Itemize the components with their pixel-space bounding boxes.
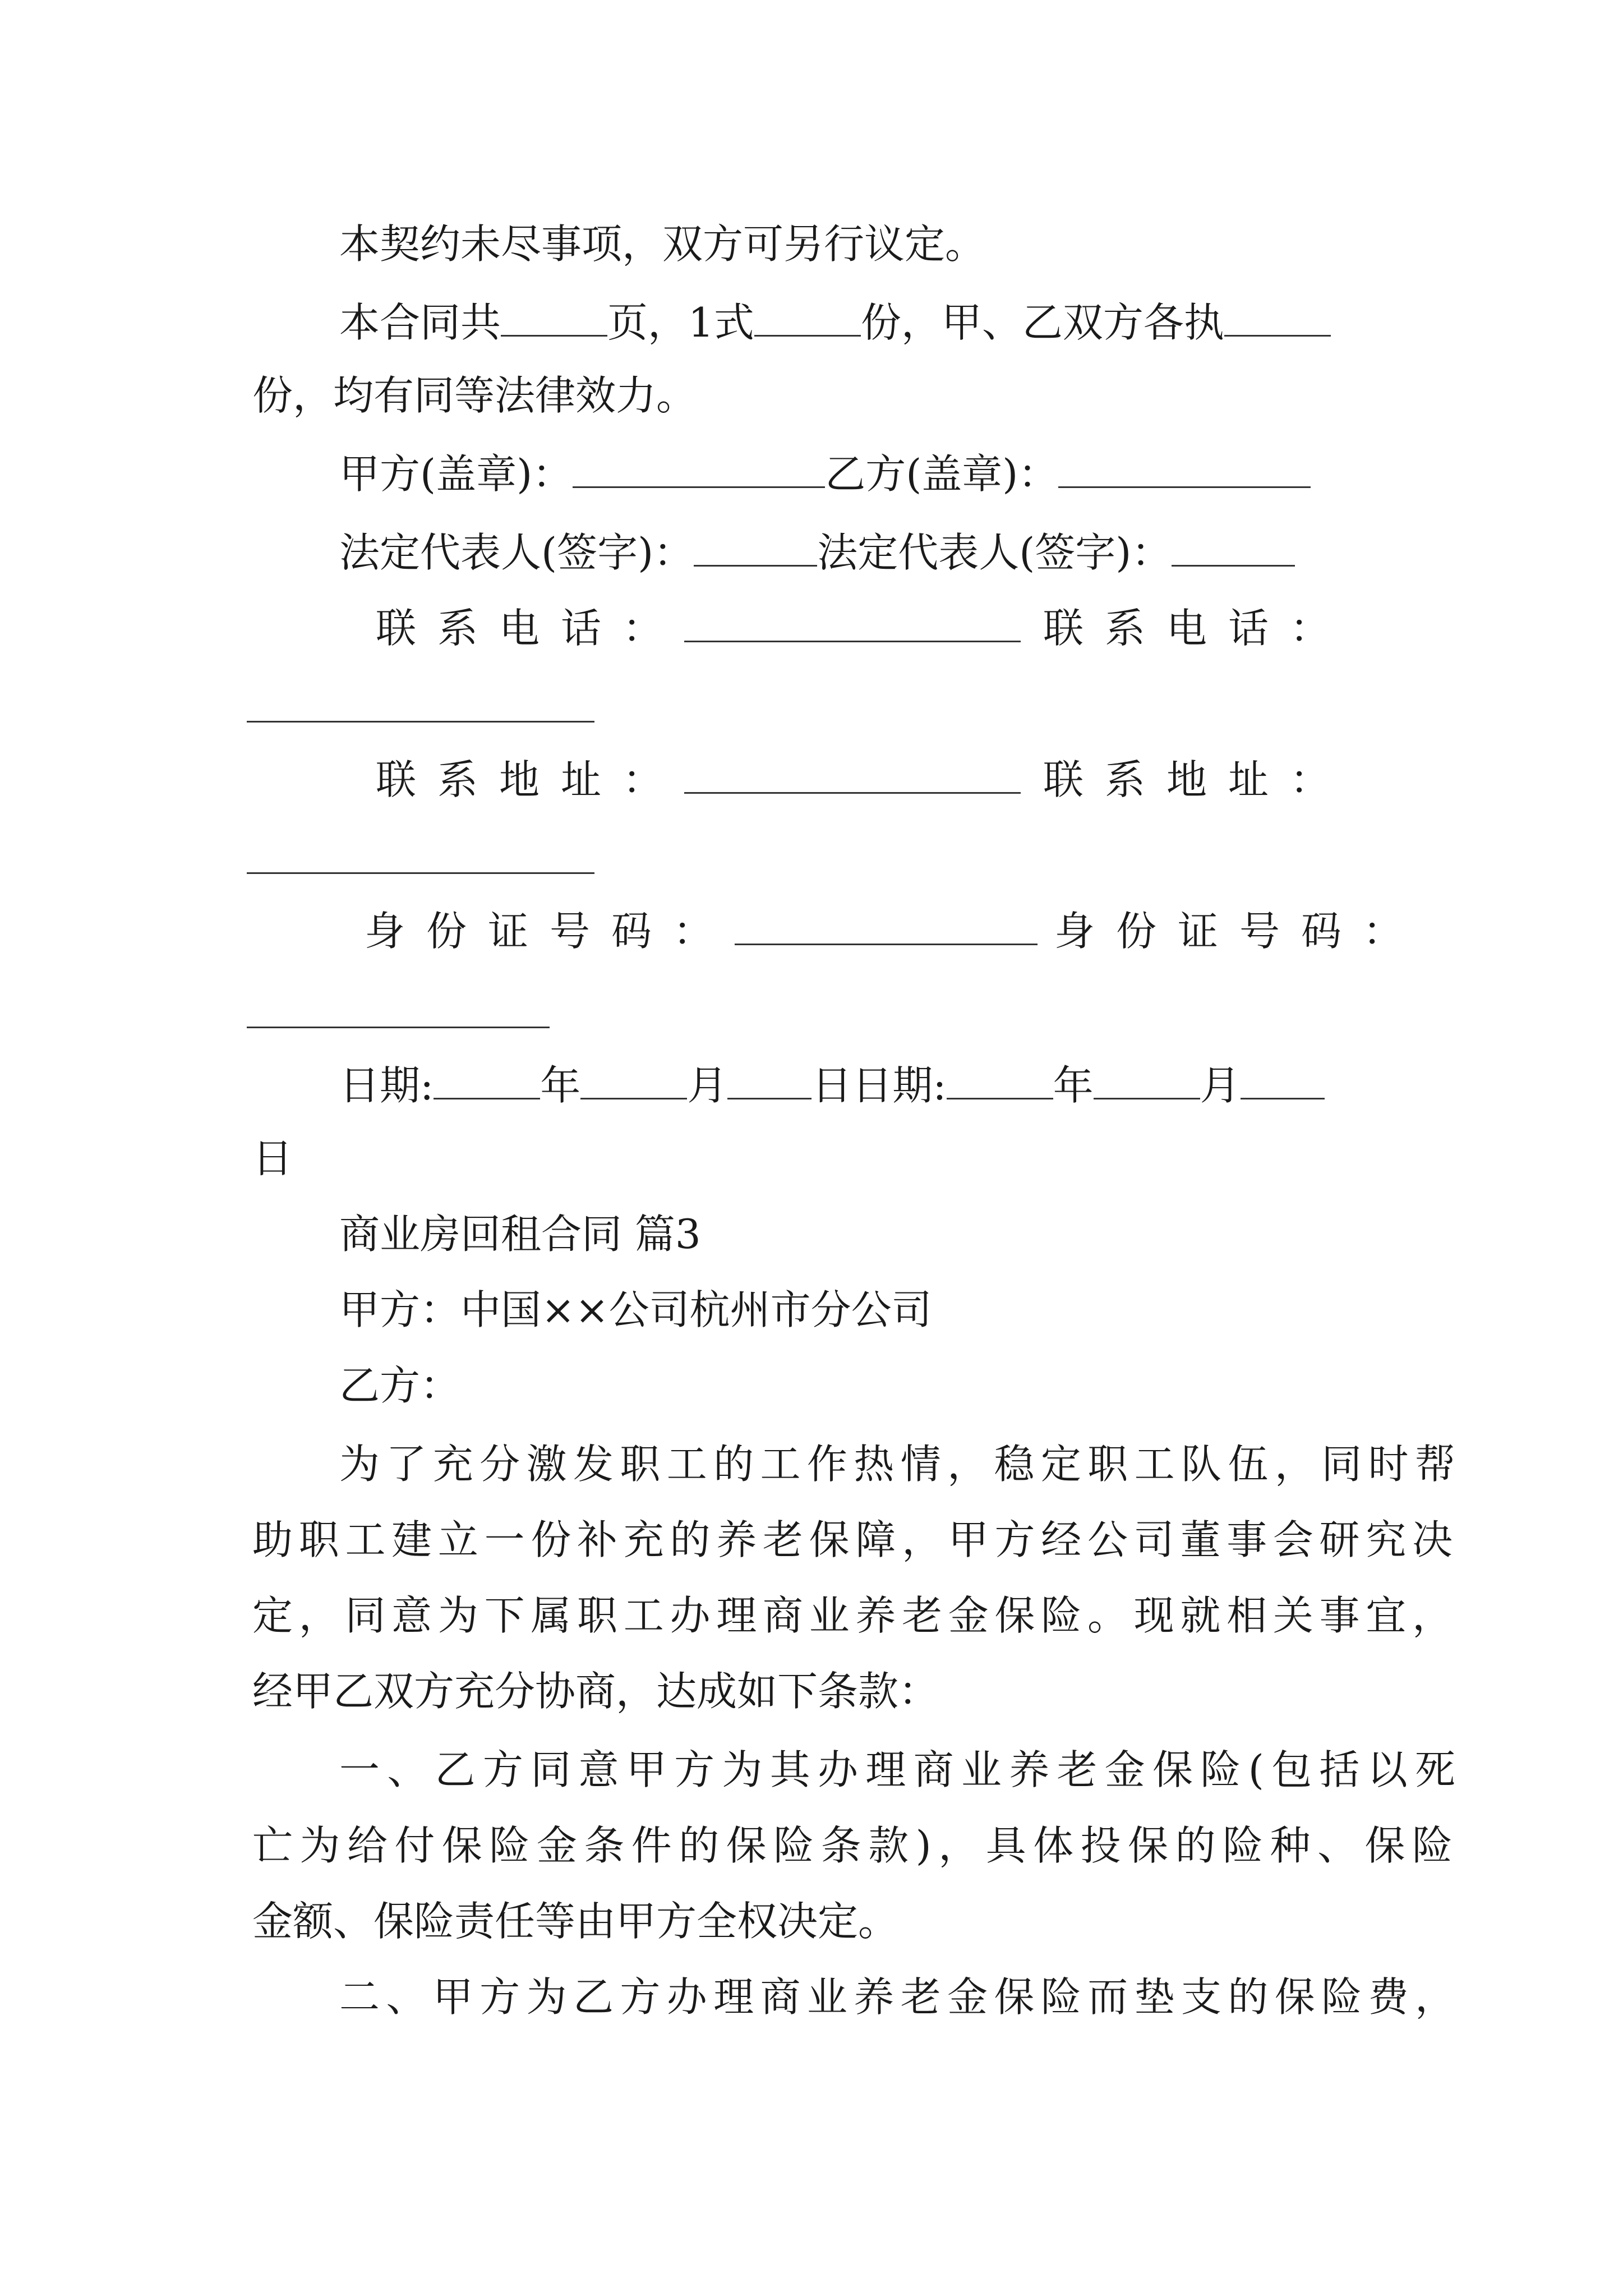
- party-a-seal-label: 甲方(盖章)：: [339, 450, 573, 498]
- party-b-address-label: 联系地址：: [1043, 756, 1352, 803]
- month-label-b: 月: [1200, 1062, 1241, 1109]
- party-b-seal-label: 乙方(盖章)：: [825, 450, 1059, 498]
- month-blank-b: [1094, 1061, 1200, 1099]
- section-heading: 商业房回租合同 篇3: [339, 1211, 701, 1258]
- clause-unresolved-matters: 本契约未尽事项，双方可另行议定。: [339, 220, 986, 268]
- party-a-address-label: 联系地址：: [376, 756, 685, 803]
- legal-rep-line: [339, 524, 1295, 581]
- date-line: [339, 1057, 1325, 1114]
- seal-line: [339, 446, 1311, 502]
- party-a-phone-label: 联系电话：: [376, 605, 685, 652]
- party-a-rep-label: 法定代表人(签字)：: [339, 529, 694, 576]
- party-a-phone-blank: [684, 604, 1021, 642]
- party-a-name: 甲方：中国××公司杭州市分公司: [339, 1286, 932, 1333]
- paragraph-1-line-1: 为了充分激发职工的工作热情，稳定职工队伍，同时帮: [339, 1441, 1455, 1488]
- party-b-phone-blank: [247, 721, 594, 723]
- paragraph-2-line-3: 金额、保险责任等由甲方全权决定。: [252, 1898, 899, 1945]
- month-blank-a: [580, 1061, 687, 1099]
- copies-text-3: 份，甲、乙双方各执: [860, 299, 1224, 346]
- paragraph-1-line-3: 定，同意为下属职工办理商业养老金保险。现就相关事宜，: [252, 1592, 1453, 1639]
- party-b-phone-label: 联系电话：: [1043, 605, 1352, 652]
- copies-line-cont: 份，均有同等法律效力。: [252, 372, 697, 419]
- day-label-b: 日: [252, 1135, 293, 1182]
- party-b-address-blank: [247, 872, 594, 874]
- pages-blank: [501, 298, 607, 337]
- year-blank-b: [947, 1061, 1053, 1099]
- day-blank-a: [727, 1061, 811, 1099]
- paragraph-3-line-1: 二、甲方为乙方办理商业养老金保险而垫支的保险费，: [339, 1973, 1455, 2021]
- year-label-a: 年: [540, 1062, 581, 1109]
- party-a-address-blank: [684, 756, 1021, 794]
- paragraph-1-line-4: 经甲乙双方充分协商，达成如下条款：: [252, 1668, 939, 1715]
- party-a-id-blank: [735, 907, 1038, 945]
- address-line: [376, 752, 1352, 808]
- party-b-rep-blank: [1172, 528, 1295, 567]
- party-a-seal-blank: [573, 450, 825, 488]
- party-b-id-label: 身份证号码：: [1054, 908, 1425, 955]
- party-b-id-blank: [247, 1027, 550, 1028]
- copies-line: [339, 295, 1331, 351]
- date-label-a: 日期:: [339, 1062, 434, 1109]
- paragraph-2-line-2: 亡为给付保险金条件的保险条款)，具体投保的险种、保险: [252, 1822, 1453, 1869]
- copies-text-2: 页，1式: [607, 299, 754, 346]
- copies-text-1: 本合同共: [339, 299, 501, 346]
- party-a-rep-blank: [694, 528, 817, 567]
- each-holds-blank: [1224, 298, 1331, 337]
- party-b-name: 乙方：: [339, 1362, 461, 1409]
- year-label-b: 年: [1053, 1062, 1094, 1109]
- day-blank-b: [1241, 1061, 1325, 1099]
- day-date-label: 日日期:: [811, 1062, 947, 1109]
- id-line: [365, 903, 1424, 959]
- party-b-seal-blank: [1058, 450, 1311, 488]
- party-a-id-label: 身份证号码：: [365, 908, 735, 955]
- phone-line: [376, 600, 1352, 656]
- year-blank-a: [434, 1061, 540, 1099]
- paragraph-2-line-1: 一、乙方同意甲方为其办理商业养老金保险(包括以死: [339, 1746, 1455, 1793]
- paragraph-1-line-2: 助职工建立一份补充的养老保障，甲方经公司董事会研究决: [252, 1516, 1453, 1563]
- month-label-a: 月: [687, 1062, 728, 1109]
- party-b-rep-label: 法定代表人(签字)：: [817, 529, 1172, 576]
- copies-blank: [754, 298, 861, 337]
